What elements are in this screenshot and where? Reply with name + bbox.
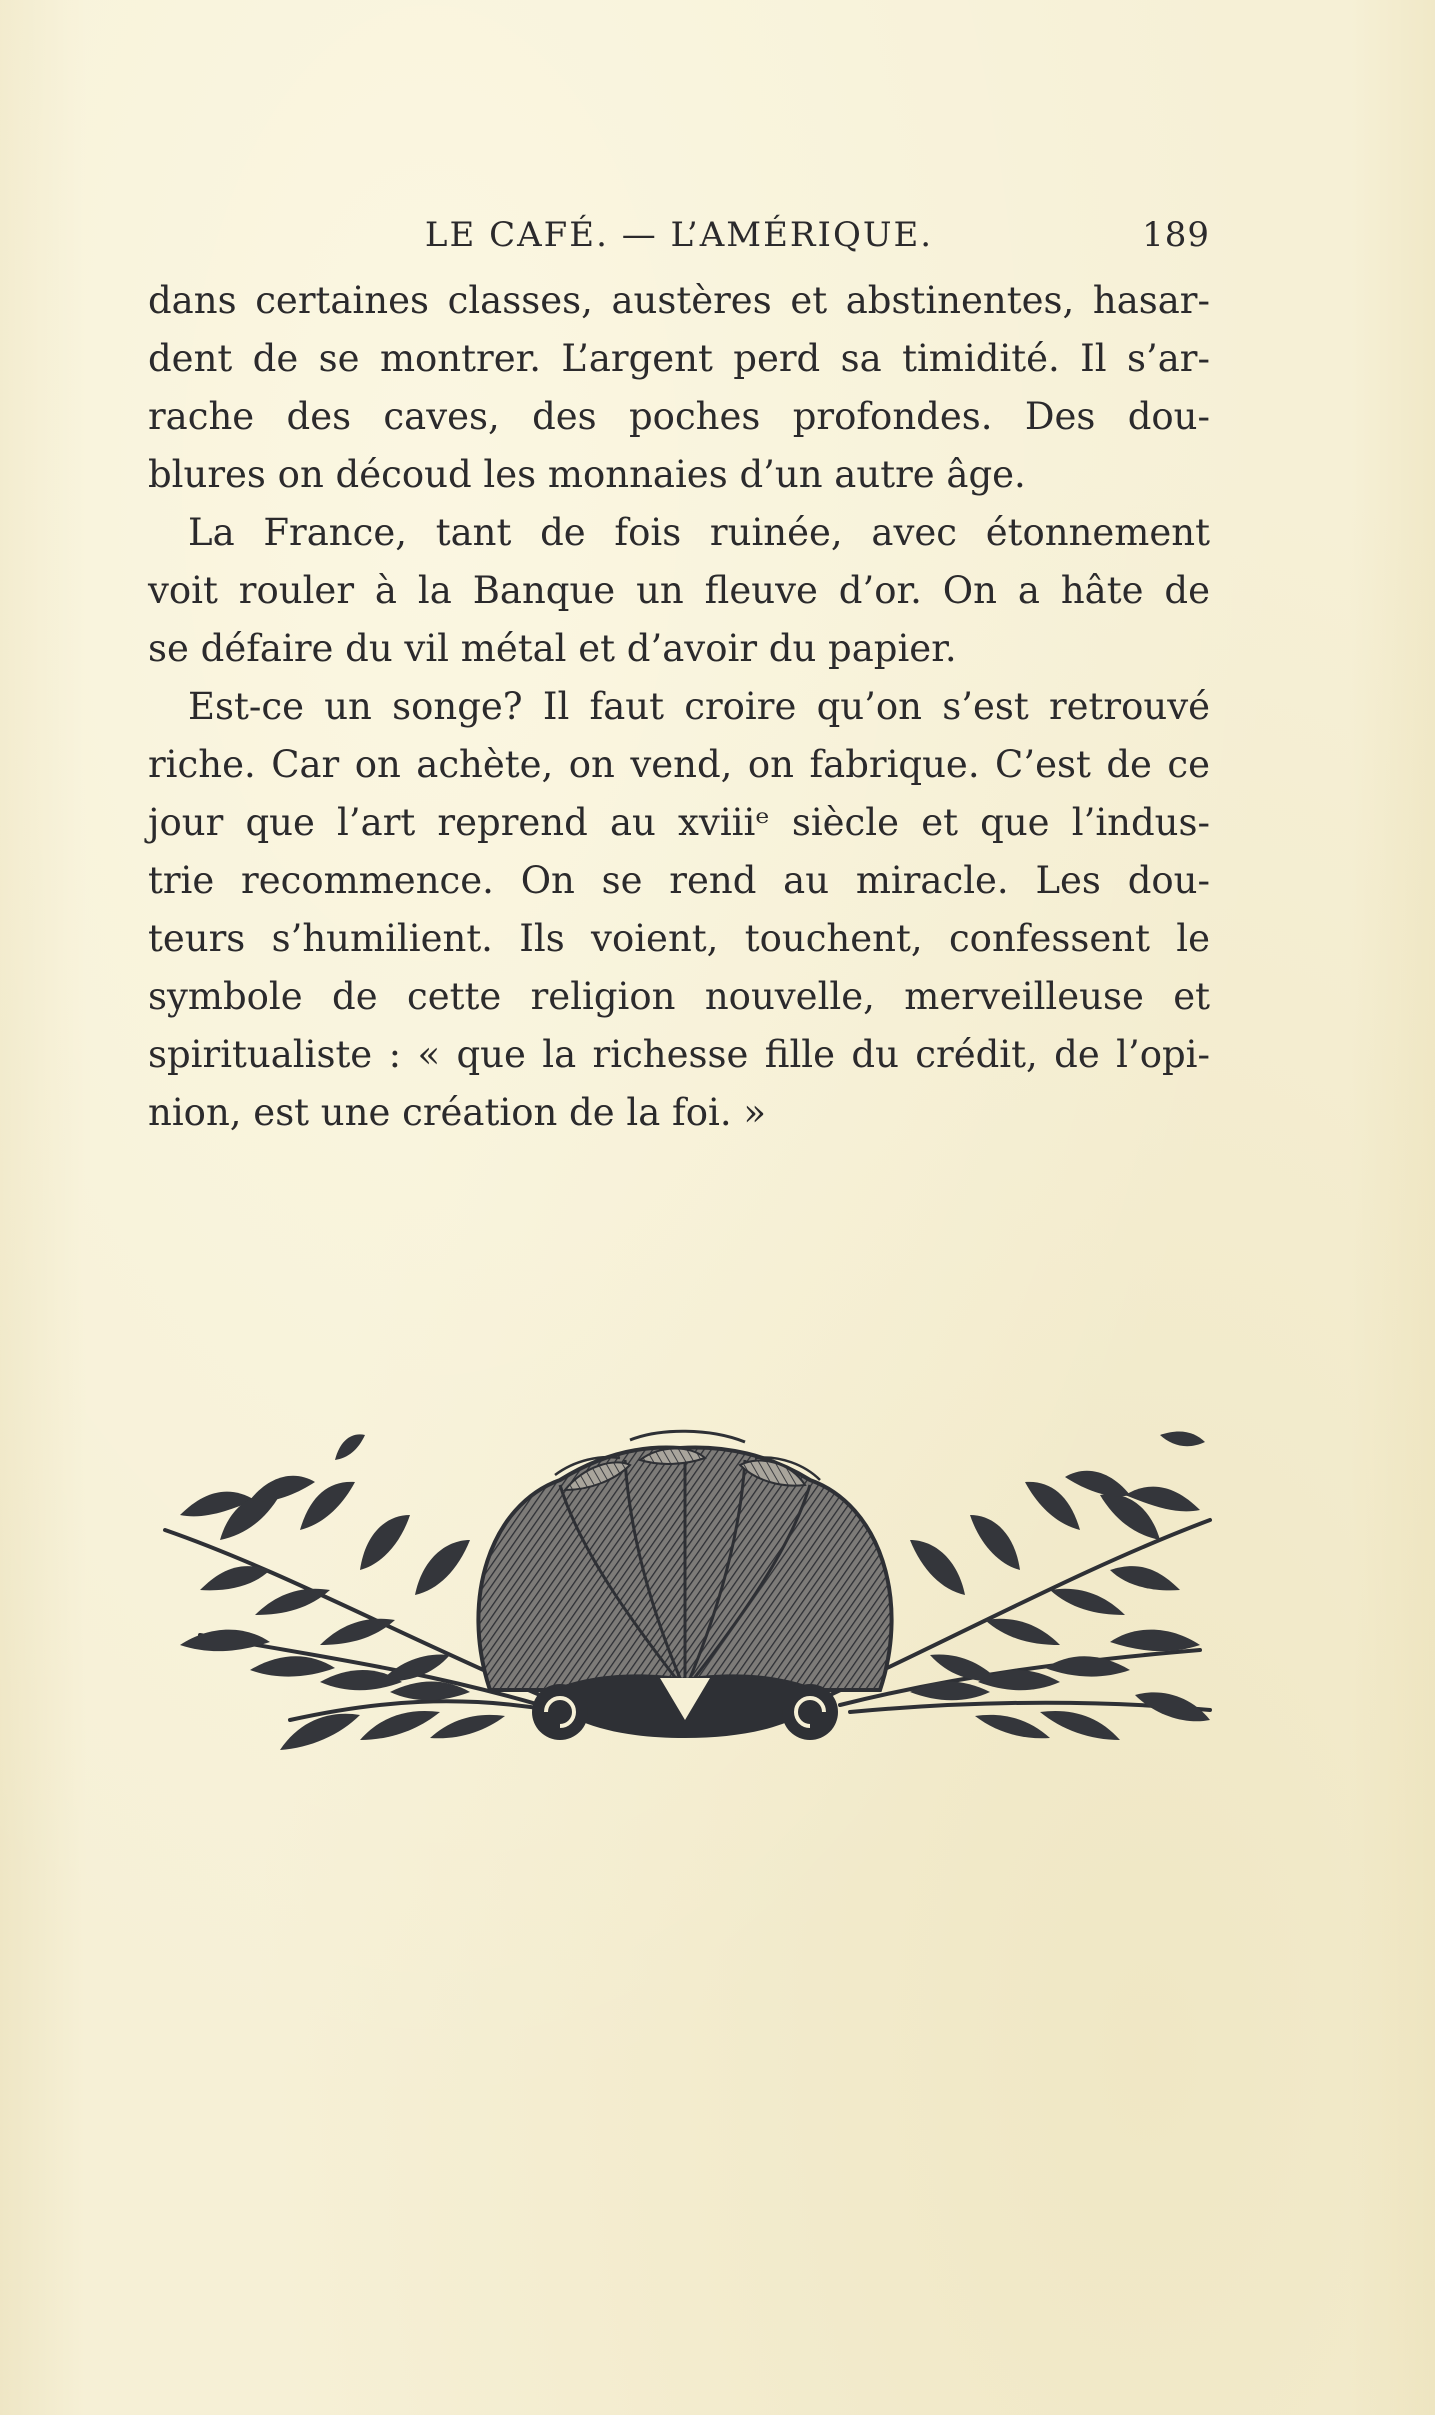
text-line: nion, est une création de la foi. » <box>148 1091 767 1134</box>
text-line: rache des caves, des poches profondes. Des dou- <box>148 395 1210 438</box>
text-line: blures on découd les monnaies d’un autre âge. <box>148 453 1026 496</box>
text-line: dans certaines classes, austères et abstinentes, hasar- <box>148 279 1210 322</box>
text-line: dent de se montrer. L’argent perd sa timidité. Il s’ar- <box>148 337 1210 380</box>
text-line: spiritualiste : « que la richesse fille du crédit, de l’opi- <box>148 1033 1210 1076</box>
shell-and-palm-fronds-tailpiece-icon <box>160 1420 1220 1760</box>
running-title: LE CAFÉ. — L’AMÉRIQUE. <box>424 215 934 255</box>
text-line: voit rouler à la Banque un fleuve d’or. On a hâte de <box>148 569 1210 612</box>
text-line: se défaire du vil métal et d’avoir du papier. <box>148 627 957 670</box>
text-line: trie recommence. On se rend au miracle. Les dou- <box>148 859 1210 902</box>
paragraph-first-line: La France, tant de fois ruinée, avec étonnement <box>188 511 1210 554</box>
page-number: 189 <box>1142 215 1210 255</box>
body-text <box>148 272 1210 1142</box>
text-line: symbole de cette religion nouvelle, merveilleuse et <box>148 975 1210 1018</box>
paragraph-first-line: Est-ce un songe? Il faut croire qu’on s’est retrouvé <box>188 685 1210 728</box>
text-line: teurs s’humilient. Ils voient, touchent, confessent le <box>148 917 1210 960</box>
text-line: riche. Car on achète, on vend, on fabrique. C’est de ce <box>148 743 1210 786</box>
text-line: jour que l’art reprend au xviiiᵉ siècle et que l’indus- <box>148 801 1210 844</box>
running-head <box>148 205 1210 265</box>
